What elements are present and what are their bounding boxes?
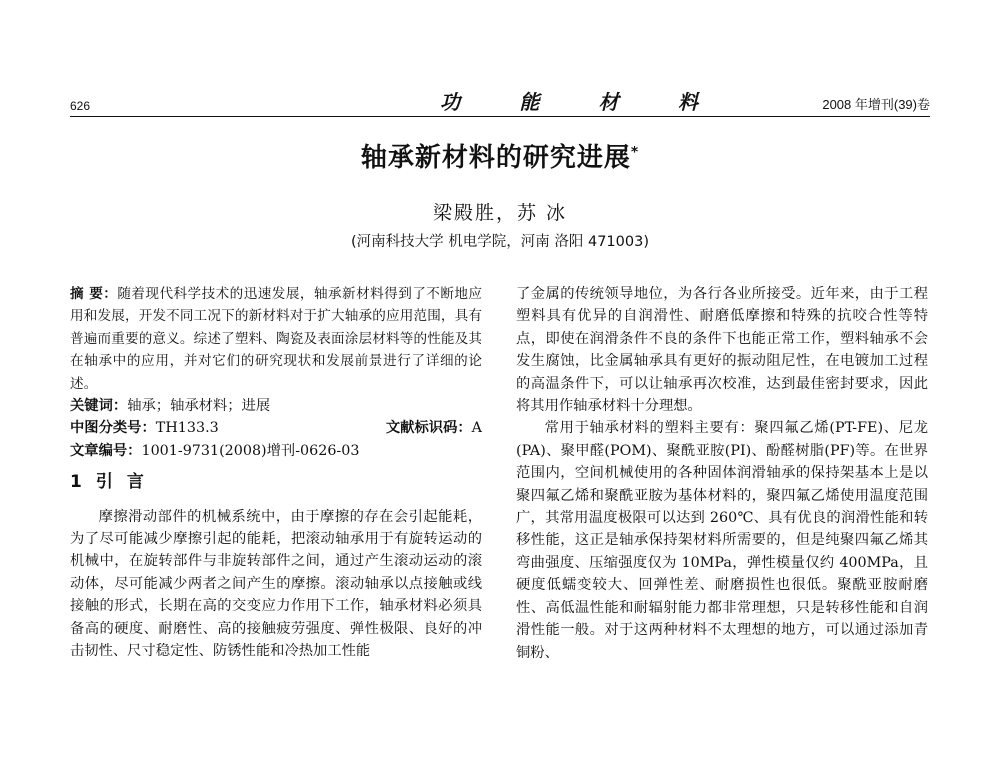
- article-number-value: 1001-9731(2008)增刊-0626-03: [141, 442, 360, 459]
- article-title: [0, 137, 1000, 174]
- page-number: 626: [70, 99, 91, 113]
- authors: 梁殿胜，苏 冰: [432, 202, 568, 224]
- issue-info: 2008 年增刊(39)卷: [822, 97, 930, 112]
- journal-name: [440, 86, 700, 115]
- body-paragraph: 摩擦滑动部件的机械系统中，由于摩擦的存在会引起能耗，为了尽可能减少摩擦引起的能耗，把滚动轴承用于有旋转运动的机械中，在旋转部件与非旋转部件之间，通过产生滚动运动的滚动体，尽可能减少两者之间产生的摩擦。滚动轴承以点接触或线接触的形式，长期在高的交变应力作用下工作，轴承材料必须具备高的硬度、耐磨性、高的接触疲劳强度、弹性极限、良好的冲击韧性、尺寸稳定性、防锈性能和冷热加工性能: [70, 508, 482, 660]
- keywords: [70, 395, 482, 417]
- clc-value: TH133.3: [155, 420, 219, 437]
- keywords-label: 关键词：: [70, 398, 128, 415]
- classification-row: [70, 417, 482, 439]
- journal-char: 料: [677, 90, 700, 114]
- affiliation: (河南科技大学 机电学院，河南 洛阳 471003): [351, 234, 649, 250]
- keywords-text: 轴承；轴承材料；进展: [127, 398, 271, 415]
- header-rule: [70, 116, 930, 117]
- left-column: [70, 283, 482, 663]
- body-paragraph: 常用于轴承材料的塑料主要有：聚四氟乙烯(PT-FE)、尼龙(PA)、聚甲醛(POM)、聚酰亚胺(PI)、酚醛树脂(PF)等。在世界范围内，空间机械使用的各种固体润滑轴承的保持架基本上是以聚四氟乙烯和聚酰亚胺为基体材料的，聚四氟乙烯使用温度范围广，其常用温度极限可以达到 260℃、具有优良的润滑性能和转移性能，这正是轴承保持架材料所需要的，但是纯聚四氟乙烯其弯曲强度、压缩强度仅为 10MPa，弹性模量仅约 400MPa，且硬度低蠕变较大、回弹性差、耐磨损性也很低。聚酰亚胺耐磨性、高低温性能和耐辐射能力都非常理想，只是转移性能和自润滑性能一般。对于这两种材料不太理想的地方，可以通过添加青铜粉、: [516, 420, 928, 661]
- right-column: [516, 283, 928, 664]
- article-number-label: 文章编号：: [70, 442, 142, 459]
- body-paragraph: 了金属的传统领导地位，为各行各业所接受。近年来，由于工程塑料具有优异的自润滑性、耐磨低摩擦和特殊的抗咬合性等特点，即使在润滑条件不良的条件下也能正常工作，塑料轴承不会发生腐蚀，比金属轴承具有更好的振动阻尼性，在电镀加工过程的高温条件下，可以让轴承再次校准，达到最佳密封要求，因此将其用作轴承材料十分理想。: [516, 286, 928, 415]
- document-code-label: 文献标识码：: [385, 420, 472, 437]
- journal-char: 功: [440, 90, 462, 114]
- journal-char: 能: [519, 90, 542, 114]
- abstract-text: 随着现代科学技术的迅速发展，轴承新材料得到了不断地应用和发展，开发不同工况下的新材料对于扩大轴承的应用范围，具有普遍而重要的意义。综述了塑料、陶瓷及表面涂层材料等的性能及其在轴承中的应用，并对它们的研究现状和发展前景进行了详细的论述。: [70, 286, 483, 392]
- journal-char: 材: [598, 90, 621, 114]
- abstract-label: 摘 要：: [70, 286, 118, 302]
- clc-number: [70, 417, 219, 439]
- title-footnote-mark: *: [630, 144, 640, 161]
- abstract: [70, 283, 482, 395]
- running-header: [70, 90, 930, 115]
- section-title: 引言: [95, 472, 158, 493]
- section-number: 1: [70, 472, 82, 493]
- clc-label: 中图分类号：: [70, 420, 156, 437]
- title-text: 轴承新材料的研究进展: [360, 143, 631, 173]
- document-code-value: A: [471, 420, 482, 437]
- article-number: [70, 440, 482, 462]
- section-heading: [70, 471, 482, 493]
- document-code: [386, 417, 482, 439]
